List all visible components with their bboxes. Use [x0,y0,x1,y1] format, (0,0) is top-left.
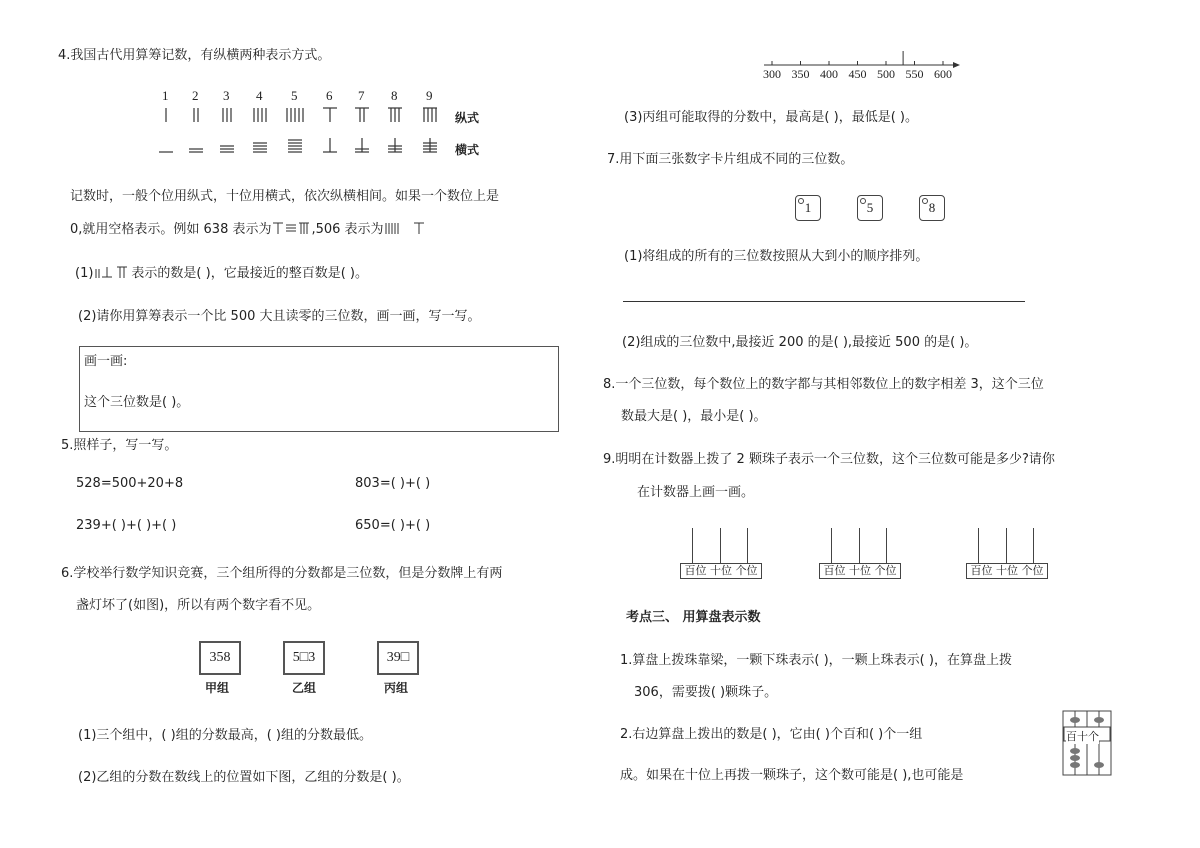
horizontal-style-label: 横式 [455,143,480,157]
digit-card-3: 8 [919,195,945,221]
write-label: 这个三位数是( )。 [84,395,190,410]
q5-title: 5.照样子，写一写。 [61,438,178,453]
q9-line-2: 在计数器上画一画。 [637,485,755,500]
q5-example-3: 239+( )+( )+( ) [76,518,177,533]
vertical-rod-4 [254,108,266,122]
s3-q2-line-1: 2.右边算盘上拨出的数是( )，它由( )个百和( )个一组 [620,727,923,742]
vertical-rod-8 [388,108,402,122]
rod-numeral-table [150,104,480,164]
horizontal-rod-4 [253,143,267,152]
score-board-a: 358 [199,641,241,675]
number-line-label-600: 600 [934,67,952,81]
s3-q2-line-2: 成。如果在十位上再拨一颗珠子，这个数可能是( ),也可能是 [620,768,964,783]
s3-q1-line-2: 306，需要拨( )颗珠子。 [634,685,778,700]
group-label-c: 丙组 [384,681,409,695]
number-line-arrow-icon [953,62,960,68]
rod-digit-9: 9 [426,88,433,103]
number-line [760,48,965,84]
answer-line[interactable] [623,301,1025,302]
q7-sub1: (1)将组成的所有的三位数按照从大到小的顺序排列。 [624,249,929,264]
horizontal-rod-3 [220,146,234,152]
q6-sub2: (2)乙组的分数在数线上的位置如下图，乙组的分数是( )。 [78,770,410,785]
drawing-box[interactable] [79,346,559,432]
q4-paragraph-2 [70,218,428,237]
digit-card-1: 1 [795,195,821,221]
horizontal-rod-6 [323,138,337,152]
vertical-rod-9 [423,108,437,122]
s3-q1-line-1: 1.算盘上拨珠靠梁，一颗下珠表示( )，一颗上珠表示( )，在算盘上拨 [620,653,1012,668]
counter-label-1: 百位 十位 个位 [680,563,762,579]
digit-card-2: 5 [857,195,883,221]
number-line-label-300: 300 [763,67,781,81]
q6-line-2: 盏灯坏了(如图)，所以有两个数字看不见。 [76,598,321,613]
q5-example-2: 803=( )+( ) [355,476,431,491]
q9-line-1: 9.明明在计数器上拨了 2 颗珠子表示一个三位数，这个三位数可能是多少?请你 [603,452,1055,467]
number-line-label-550: 550 [905,67,924,81]
horizontal-rod-9 [423,138,437,152]
rod-506-icon [384,221,428,235]
rod-digit-1: 1 [162,88,169,103]
vertical-style-label: 纵式 [455,111,480,125]
horizontal-rod-2 [189,149,203,152]
vertical-rod-2 [194,108,198,122]
number-line-label-350: 350 [791,67,810,81]
rod-digit-7: 7 [358,88,365,103]
number-line-label-400: 400 [820,67,838,81]
q6-sub3: (3)丙组可能取得的分数中，最高是( )，最低是( )。 [624,110,918,125]
number-line-label-450: 450 [848,67,867,81]
q6-sub1: (1)三个组中，( )组的分数最高，( )组的分数最低。 [78,728,372,743]
score-board-c: 39□ [377,641,419,675]
q4-example-mid: ,506 表示为 [311,222,384,237]
rod-digit-2: 2 [192,88,199,103]
rod-digit-6: 6 [326,88,333,103]
rod-638-icon [271,221,311,235]
group-label-a: 甲组 [205,681,230,695]
q8-line-1: 8.一个三位数，每个数位上的数字都与其相邻数位上的数字相差 3，这个三位 [603,377,1044,392]
rod-sub1-icon [93,265,131,279]
rod-digit-8: 8 [391,88,398,103]
counter-label-3: 百位 十位 个位 [966,563,1048,579]
q4-sub1-text: 表示的数是( )，它最接近的整百数是( )。 [131,266,368,281]
counter-label-2: 百位 十位 个位 [819,563,901,579]
vertical-rod-5 [287,108,303,122]
q8-line-2: 数最大是( )，最小是( )。 [621,409,767,424]
q7-title: 7.用下面三张数字卡片组成不同的三位数。 [607,152,854,167]
q4-sub1 [75,262,368,281]
q6-line-1: 6.学校举行数学知识竞赛，三个组所得的分数都是三位数，但是分数牌上有两 [61,566,503,581]
horizontal-rod-7 [355,138,369,152]
draw-label: 画一画: [84,354,128,369]
group-label-b: 乙组 [292,681,317,695]
q5-example-1: 528=500+20+8 [76,476,184,491]
q4-example-intro: 0,就用空格表示。例如 638 表示为 [70,222,272,237]
q4-paragraph-1: 记数时，一般个位用纵式，十位用横式，依次纵横相间。如果一个数位上是 [70,189,500,204]
abacus-label: 百十个 [1066,730,1099,743]
section3-title: 考点三、 用算盘表示数 [626,610,761,625]
horizontal-rod-5 [288,140,302,152]
number-line-label-500: 500 [877,67,895,81]
rod-digit-4: 4 [256,88,263,103]
q4-title: 4.我国古代用算筹记数，有纵横两种表示方式。 [58,48,331,63]
vertical-rod-7 [355,108,369,122]
rod-digit-5: 5 [291,88,298,103]
q7-sub2: (2)组成的三位数中,最接近 200 的是( ),最接近 500 的是( )。 [622,335,978,350]
q5-example-4: 650=( )+( ) [355,518,431,533]
q4-sub2: (2)请你用算筹表示一个比 500 大且读零的三位数，画一画，写一写。 [78,309,481,324]
q4-sub1-num: (1) [75,266,94,281]
score-board-b: 5□3 [283,641,325,675]
vertical-rod-3 [223,108,231,122]
vertical-rod-6 [323,108,337,122]
rod-digit-3: 3 [223,88,230,103]
horizontal-rod-8 [388,138,402,152]
